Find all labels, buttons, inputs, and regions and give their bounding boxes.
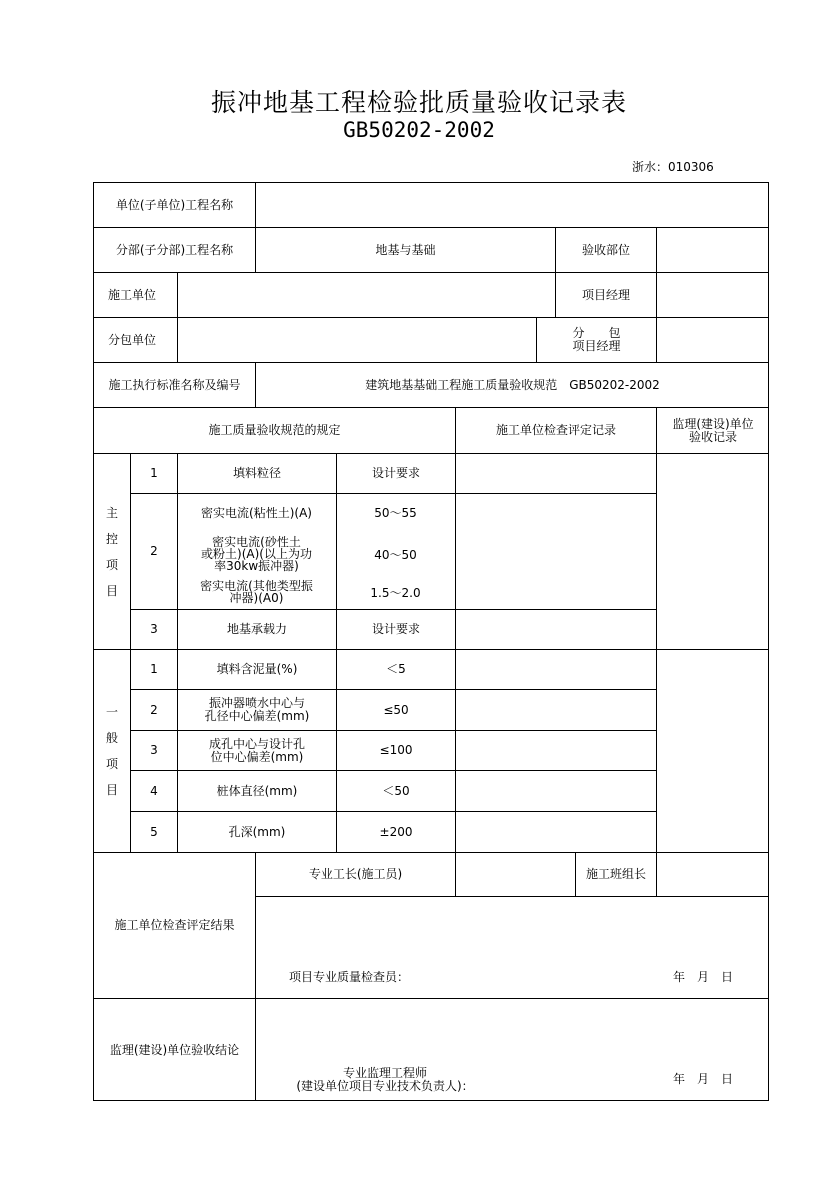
general-char: 一 <box>105 705 118 719</box>
check-record-field[interactable] <box>455 689 656 730</box>
general-char: 般 <box>105 731 118 745</box>
item-number: 5 <box>130 811 177 852</box>
acceptance-part-label: 验收部位 <box>555 227 656 272</box>
item-name: 地基承载力 <box>177 609 336 649</box>
subcontract-unit-label: 分包单位 <box>93 317 177 362</box>
check-record-field[interactable] <box>455 730 656 770</box>
item-name-line: 成孔中心与设计孔 <box>208 736 305 751</box>
supervisor-label-line2: (建设单位项目专业技术负责人)： <box>296 1079 474 1093</box>
project-manager-field[interactable] <box>656 272 769 317</box>
unit-project-field[interactable] <box>255 182 769 227</box>
subcontract-manager-label <box>536 317 656 362</box>
construction-unit-field[interactable] <box>177 272 555 317</box>
item-requirement: ≤50 <box>336 689 455 730</box>
supervision-record-field[interactable] <box>656 649 769 852</box>
standard-field[interactable]: 建筑地基基础工程施工质量验收规范 GB50202-2002 <box>255 362 769 407</box>
subcontract-manager-label-line1: 分 包 <box>572 326 621 340</box>
check-record-field[interactable] <box>455 609 656 649</box>
date-label: 年 月 日 <box>673 970 734 984</box>
item-name: 孔深(mm) <box>177 811 336 852</box>
acceptance-part-field[interactable] <box>656 227 769 272</box>
item-name-line: 位中心偏差(mm) <box>210 749 304 764</box>
construction-unit-label: 施工单位 <box>93 272 177 317</box>
item-number: 2 <box>130 689 177 730</box>
inspector-label: 项目专业质量检查员： <box>289 970 410 984</box>
item-requirement: ±200 <box>336 811 455 852</box>
division-label: 分部(子分部)工程名称 <box>93 227 255 272</box>
item-name <box>177 689 336 730</box>
item-name <box>177 730 336 770</box>
item-name-line: 率30kw振冲器) <box>214 559 299 573</box>
item-name-line: 冲器)(A0) <box>229 591 284 605</box>
item-requirement: 40～50 <box>374 548 417 562</box>
item-name: 填料粒径 <box>177 453 336 493</box>
foreman-label: 专业工长(施工员) <box>255 852 455 896</box>
serial-number: 浙水：010306 <box>632 160 714 174</box>
main-control-char: 主 <box>105 505 118 520</box>
supervisor-label-line1: 专业监理工程师 <box>342 1066 427 1080</box>
check-result-label: 施工单位检查评定结果 <box>93 852 255 998</box>
item-number: 1 <box>130 453 177 493</box>
page-title: 振冲地基工程检验批质量验收记录表 <box>210 88 627 117</box>
item-requirement: ＜5 <box>336 649 455 689</box>
check-record-header: 施工单位检查评定记录 <box>455 407 656 453</box>
supervision-record-header-line2: 验收记录 <box>688 429 737 444</box>
item-name-line: 孔径中心偏差(mm) <box>204 709 310 723</box>
foreman-field[interactable] <box>455 852 575 896</box>
division-field[interactable]: 地基与基础 <box>255 227 555 272</box>
item-name-line: 密实电流(砂性土 <box>212 535 301 549</box>
standard-code: GB50202-2002 <box>343 118 495 142</box>
general-char: 项 <box>105 757 118 771</box>
item-requirement: ≤100 <box>336 730 455 770</box>
supervision-conclusion-label: 监理(建设)单位验收结论 <box>93 998 255 1101</box>
item-requirement: 设计要求 <box>336 453 455 493</box>
item-number: 4 <box>130 770 177 811</box>
item-name: 桩体直径(mm) <box>177 770 336 811</box>
check-record-field[interactable] <box>455 811 656 852</box>
check-record-field[interactable] <box>455 770 656 811</box>
item-requirement: 1.5～2.0 <box>370 586 421 600</box>
main-control-char: 项 <box>105 557 118 572</box>
spec-header: 施工质量验收规范的规定 <box>93 407 455 453</box>
item-number: 1 <box>130 649 177 689</box>
main-control-char: 目 <box>105 583 118 598</box>
check-record-field[interactable] <box>455 493 656 609</box>
item-requirement: 设计要求 <box>336 609 455 649</box>
item-name-line: 或粉土)(A)(以上为功 <box>201 547 312 561</box>
team-leader-field[interactable] <box>656 852 769 896</box>
item-number: 3 <box>130 609 177 649</box>
subcontract-manager-label-line2: 项目经理 <box>572 339 621 353</box>
unit-project-label: 单位(子单位)工程名称 <box>93 182 255 227</box>
check-record-field[interactable] <box>455 649 656 689</box>
item-requirement: ＜50 <box>336 770 455 811</box>
check-record-field[interactable] <box>455 453 656 493</box>
item-requirement: 50～55 <box>374 506 417 520</box>
item-name-line: 振冲器喷水中心与 <box>208 696 305 710</box>
general-label <box>93 649 130 852</box>
standard-label: 施工执行标准名称及编号 <box>93 362 255 407</box>
subcontract-manager-field[interactable] <box>656 317 769 362</box>
subcontract-unit-field[interactable] <box>177 317 536 362</box>
item-name <box>177 536 336 572</box>
supervisor-label <box>290 1067 480 1093</box>
project-manager-label: 项目经理 <box>555 272 656 317</box>
supervision-record-header <box>656 407 769 453</box>
item-number: 2 <box>130 493 177 609</box>
item-name: 填料含泥量(%) <box>177 649 336 689</box>
main-control-label <box>93 453 130 649</box>
main-control-char: 控 <box>105 531 118 546</box>
item-number: 3 <box>130 730 177 770</box>
team-leader-label: 施工班组长 <box>575 852 656 896</box>
supervision-record-header-line1: 监理(建设)单位 <box>672 416 754 431</box>
item-name: 密实电流(粘性土)(A) <box>201 506 312 520</box>
general-char: 目 <box>105 783 118 797</box>
item-name-line: 密实电流(其他类型振 <box>200 579 313 593</box>
item-name <box>177 580 336 604</box>
date-label: 年 月 日 <box>673 1072 734 1086</box>
supervision-record-field[interactable] <box>656 453 769 649</box>
